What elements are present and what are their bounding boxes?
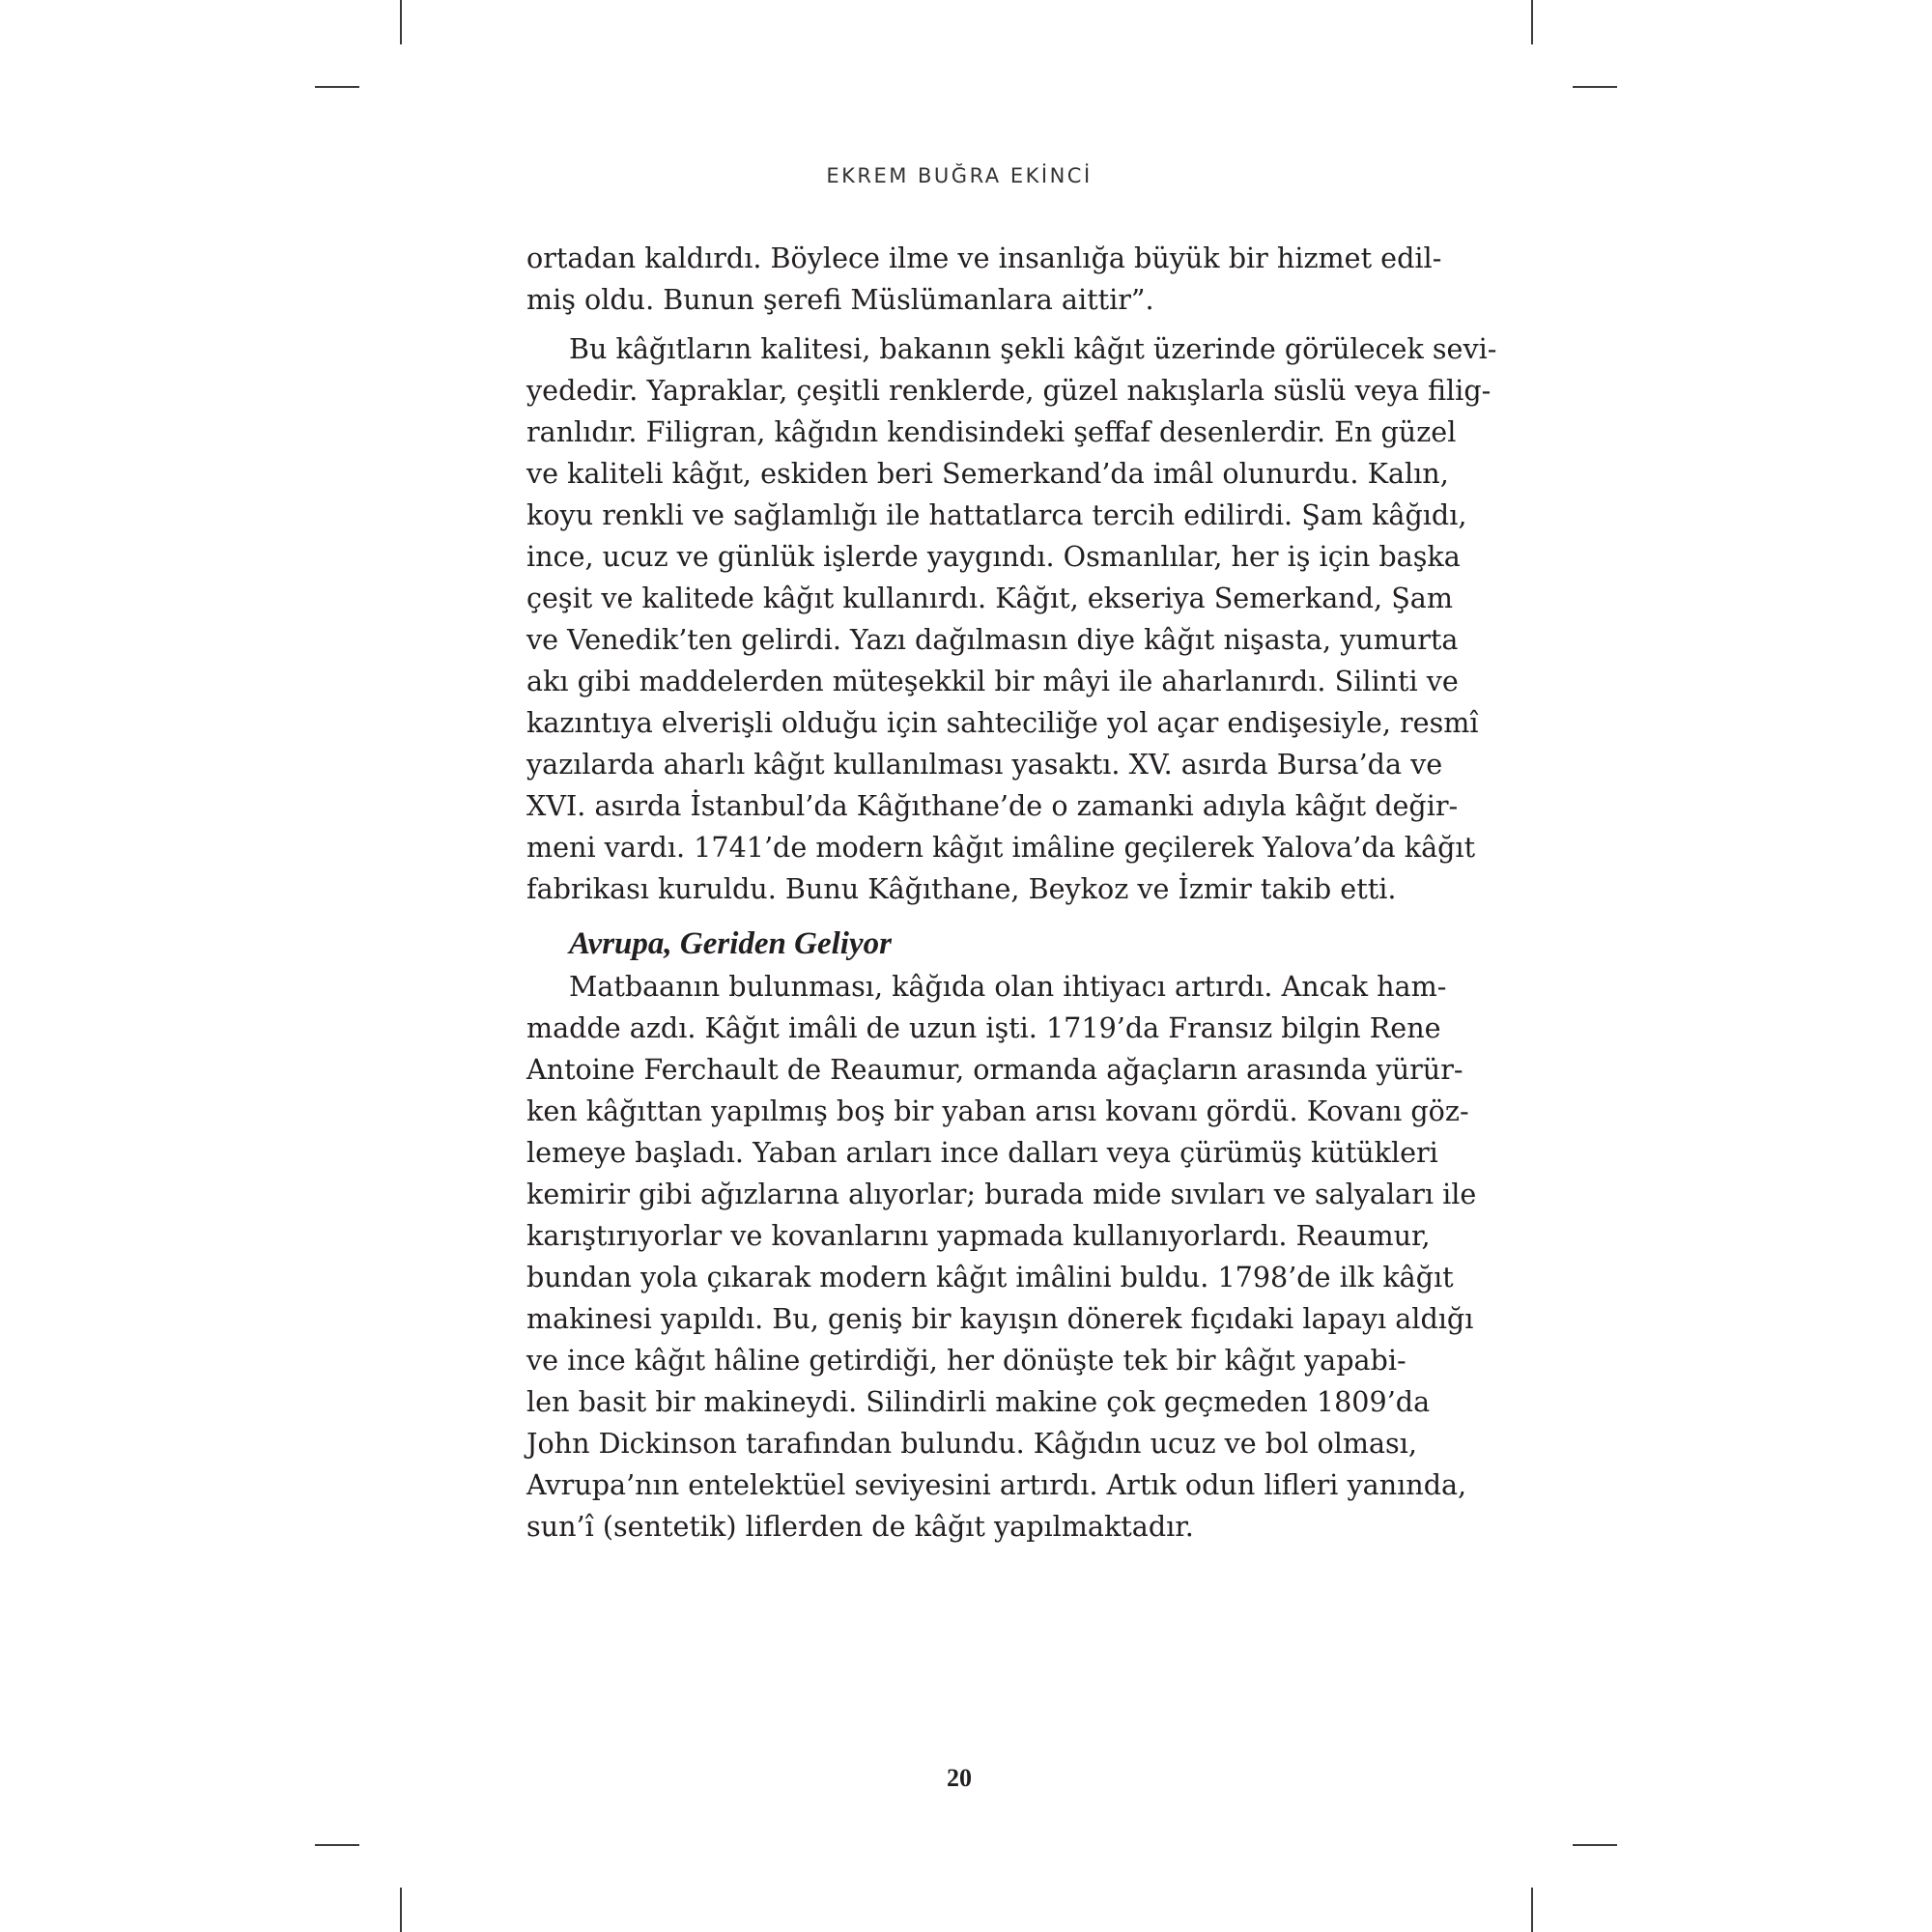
text-line: miş oldu. Bunun şerefi Müslümanlara aittir”. — [526, 283, 1154, 316]
crop-mark-left-top — [315, 86, 359, 88]
crop-mark-top-right — [1531, 0, 1533, 44]
text-line: sun’î (sentetik) liflerden de kâğıt yapılmaktadır. — [526, 1510, 1194, 1543]
text-line: lemeye başladı. Yaban arıları ince dalları veya çürümüş kütükleri — [526, 1136, 1438, 1169]
text-line: len basit bir makineydi. Silindirli makine çok geçmeden 1809’da — [526, 1385, 1431, 1418]
text-line: yededir. Yapraklar, çeşitli renklerde, güzel nakışlarla süslü veya filig- — [526, 374, 1492, 407]
text-line: Matbaanın bulunması, kâğıda olan ihtiyacı artırdı. Ancak ham- — [569, 970, 1447, 1003]
crop-mark-right-bottom — [1573, 1844, 1617, 1846]
crop-mark-left-bottom — [315, 1844, 359, 1846]
text-line: ken kâğıttan yapılmış boş bir yaban arısı kovanı gördü. Kovanı göz- — [526, 1094, 1469, 1127]
text-line: ve Venedik’ten gelirdi. Yazı dağılmasın diye kâğıt nişasta, yumurta — [526, 623, 1459, 656]
text-line: yazılarda aharlı kâğıt kullanılması yasaktı. XV. asırda Bursa’da ve — [526, 748, 1443, 781]
text-line: makinesi yapıldı. Bu, geniş bir kayışın dönerek fıçıdaki lapayı aldığı — [526, 1302, 1474, 1335]
text-line: fabrikası kuruldu. Bunu Kâğıthane, Beykoz ve İzmir takib etti. — [526, 872, 1397, 905]
body-text — [526, 238, 1497, 1548]
text-line: ve kaliteli kâğıt, eskiden beri Semerkand’da imâl olunurdu. Kalın, — [526, 457, 1449, 490]
running-head: EKREM BUĞRA EKİNCİ — [826, 164, 1093, 187]
text-line: Avrupa’nın entelektüel seviyesini artırdı. Artık odun lifleri yanında, — [526, 1468, 1467, 1501]
crop-mark-bottom-right — [1531, 1888, 1533, 1932]
text-line: koyu renkli ve sağlamlığı ile hattatlarca tercih edilirdi. Şam kâğıdı, — [526, 498, 1467, 531]
paragraph-1 — [526, 238, 1442, 321]
text-line: kazıntıya elverişli olduğu için sahteciliğe yol açar endişesiyle, resmî — [526, 706, 1479, 739]
text-line: Antoine Ferchault de Reaumur, ormanda ağaçların arasında yürür- — [526, 1053, 1463, 1086]
text-line: ortadan kaldırdı. Böylece ilme ve insanlığa büyük bir hizmet edil- — [526, 242, 1442, 274]
paragraph-3 — [526, 966, 1477, 1548]
text-line: John Dickinson tarafından bulundu. Kâğıdın ucuz ve bol olması, — [526, 1427, 1417, 1460]
text-line: bundan yola çıkarak modern kâğıt imâlini buldu. 1798’de ilk kâğıt — [526, 1261, 1454, 1293]
page-number: 20 — [947, 1764, 972, 1792]
text-line: çeşit ve kalitede kâğıt kullanırdı. Kâğıt, ekseriya Semerkand, Şam — [526, 582, 1453, 614]
text-line: ranlıdır. Filigran, kâğıdın kendisindeki şeffaf desenlerdir. En güzel — [526, 415, 1457, 448]
text-line: karıştırıyorlar ve kovanlarını yapmada kullanıyorlardı. Reaumur, — [526, 1219, 1431, 1252]
crop-mark-top-left — [400, 0, 402, 44]
paragraph-2 — [526, 328, 1497, 910]
text-line: XVI. asırda İstanbul’da Kâğıthane’de o zamanki adıyla kâğıt değir- — [526, 789, 1459, 822]
section-heading: Avrupa, Geriden Geliyor — [569, 926, 892, 961]
text-line: kemirir gibi ağızlarına alıyorlar; burada mide sıvıları ve salyaları ile — [526, 1178, 1477, 1210]
text-line: madde azdı. Kâğıt imâli de uzun işti. 1719’da Fransız bilgin Rene — [526, 1011, 1441, 1044]
crop-mark-right-top — [1573, 86, 1617, 88]
text-line: meni vardı. 1741’de modern kâğıt imâline geçilerek Yalova’da kâğıt — [526, 831, 1476, 864]
text-line: Bu kâğıtların kalitesi, bakanın şekli kâğıt üzerinde görülecek sevi- — [569, 332, 1497, 365]
text-line: akı gibi maddelerden müteşekkil bir mâyi ile aharlanırdı. Silinti ve — [526, 665, 1459, 697]
crop-mark-bottom-left — [400, 1888, 402, 1932]
text-line: ince, ucuz ve günlük işlerde yaygındı. Osmanlılar, her iş için başka — [526, 540, 1461, 573]
text-line: ve ince kâğıt hâline getirdiği, her dönüşte tek bir kâğıt yapabi- — [526, 1344, 1406, 1377]
